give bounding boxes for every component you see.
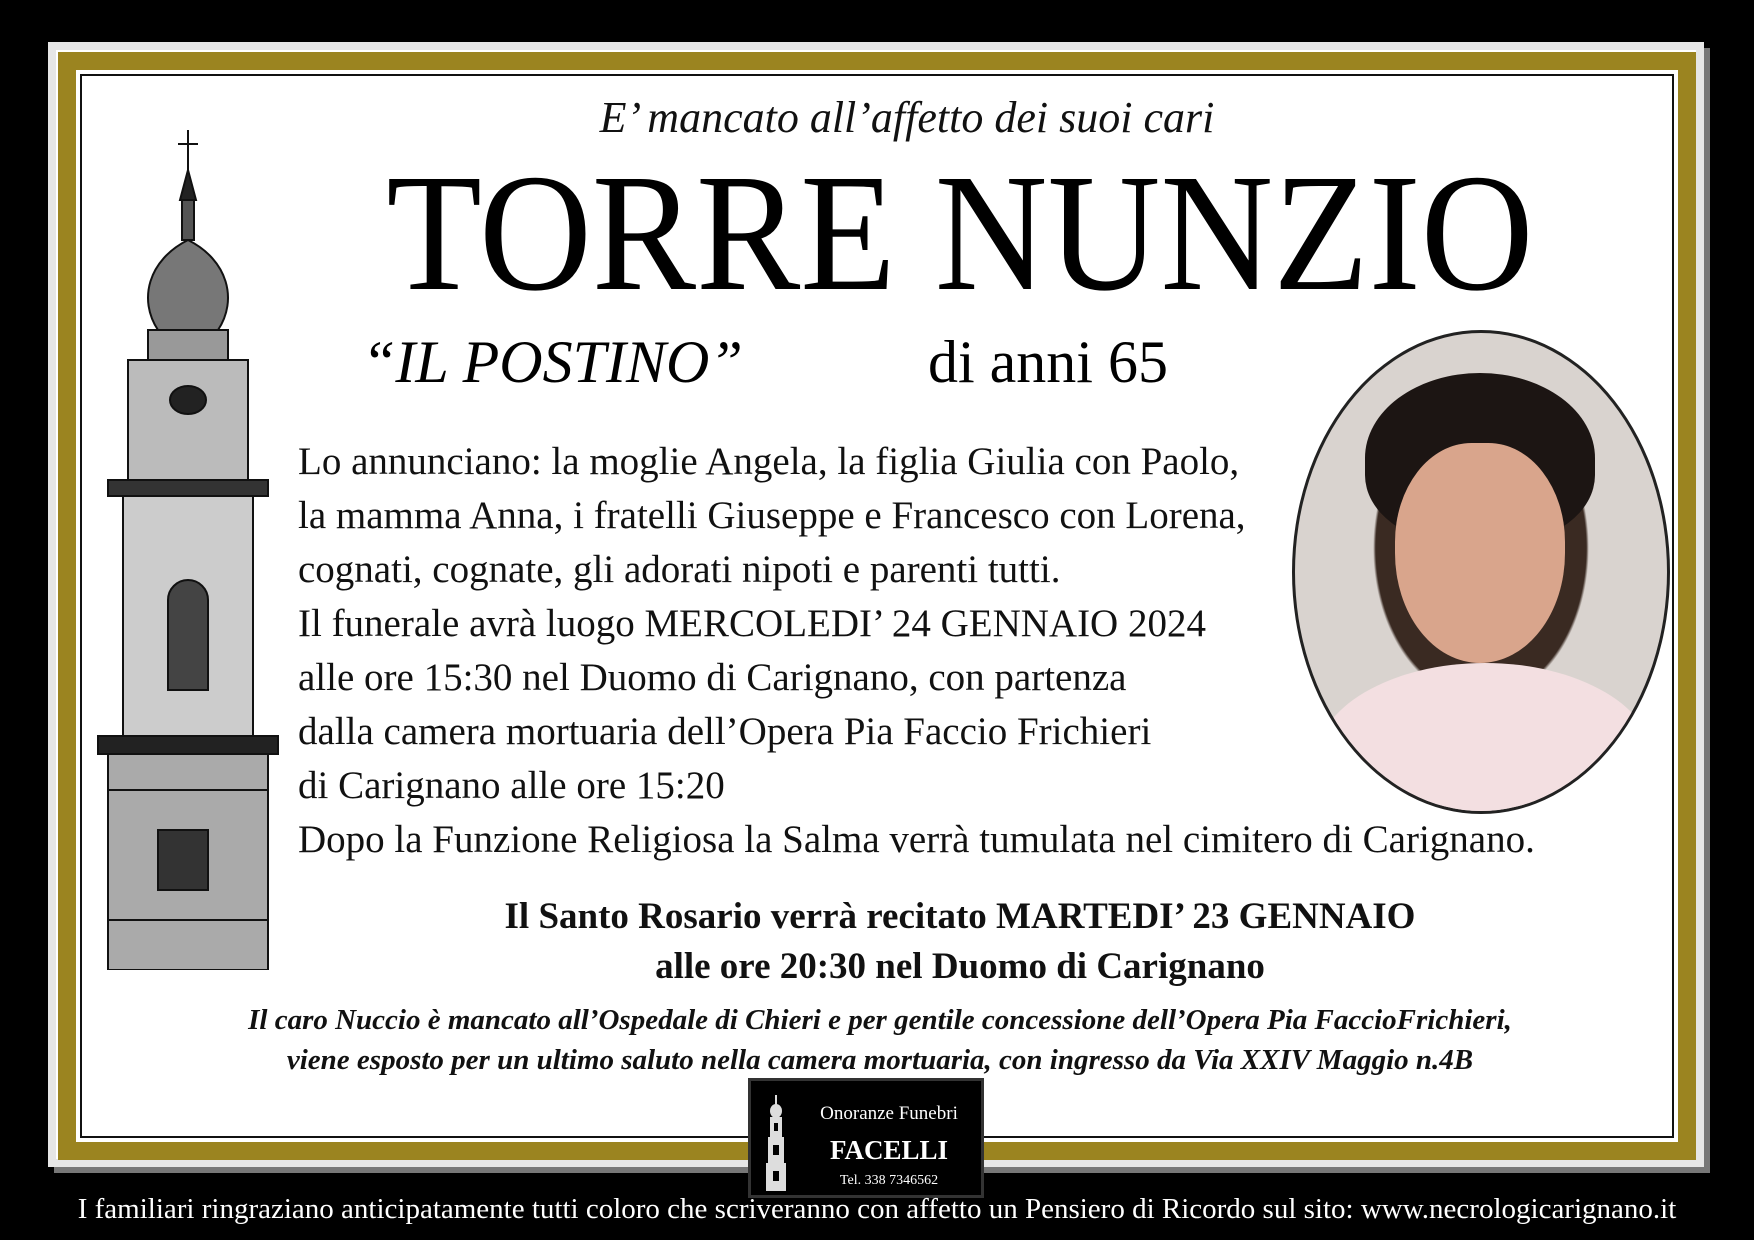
announcement-line: Lo annunciano: la moglie Angela, la figlia Giulia con Paolo, (298, 440, 1240, 483)
portrait-photo (1292, 330, 1670, 814)
age: di anni 65 (928, 329, 1168, 395)
note-line: viene esposto per un ultimo saluto nella camera mortuaria, con ingresso da Via XXIV Maggio n.4B (286, 1044, 1474, 1076)
rosary-notice (280, 892, 1640, 992)
bell-tower-icon (761, 1095, 791, 1191)
logo-phone: Tel. 338 7346562 (839, 1173, 939, 1188)
announcement-line: di Carignano alle ore 15:20 (298, 764, 725, 807)
rosary-line: Il Santo Rosario verrà recitato MARTEDI’ 23 GENNAIO (504, 896, 1416, 937)
exposure-note (80, 1000, 1680, 1080)
announcement-line: Dopo la Funzione Religiosa la Salma verrà tumulata nel cimitero di Carignano. (298, 818, 1535, 861)
announcement-line: alle ore 15:30 nel Duomo di Carignano, con partenza (298, 656, 1127, 699)
deceased-name: TORRE NUNZIO (386, 140, 1534, 326)
intro-line: E’ mancato all’affetto dei suoi cari (599, 93, 1215, 142)
announcement-line: la mamma Anna, i fratelli Giuseppe e Francesco con Lorena, (298, 494, 1246, 537)
announcement-line: cognati, cognate, gli adorati nipoti e parenti tutti. (298, 548, 1061, 591)
funeral-home-logo (748, 1078, 984, 1198)
rosary-line: alle ore 20:30 nel Duomo di Carignano (655, 946, 1265, 987)
logo-name: FACELLI (829, 1135, 949, 1165)
logo-line: Onoranze Funebri (820, 1103, 958, 1124)
nickname: “IL POSTINO” (362, 329, 743, 395)
footer-text: I familiari ringraziano anticipatamente tutti coloro che scriveranno con affetto un Pensiero di Ricordo sul sito: www.necrologicarignano.it (77, 1193, 1677, 1225)
announcement-line: dalla camera mortuaria dell’Opera Pia Faccio Frichieri (298, 710, 1152, 753)
note-line: Il caro Nuccio è mancato all’Ospedale di Chieri e per gentile concessione dell’Opera Pia FaccioFrichieri, (248, 1004, 1512, 1036)
bell-tower-icon (88, 130, 288, 970)
announcement-line: Il funerale avrà luogo MERCOLEDI’ 24 GENNAIO 2024 (298, 602, 1206, 645)
